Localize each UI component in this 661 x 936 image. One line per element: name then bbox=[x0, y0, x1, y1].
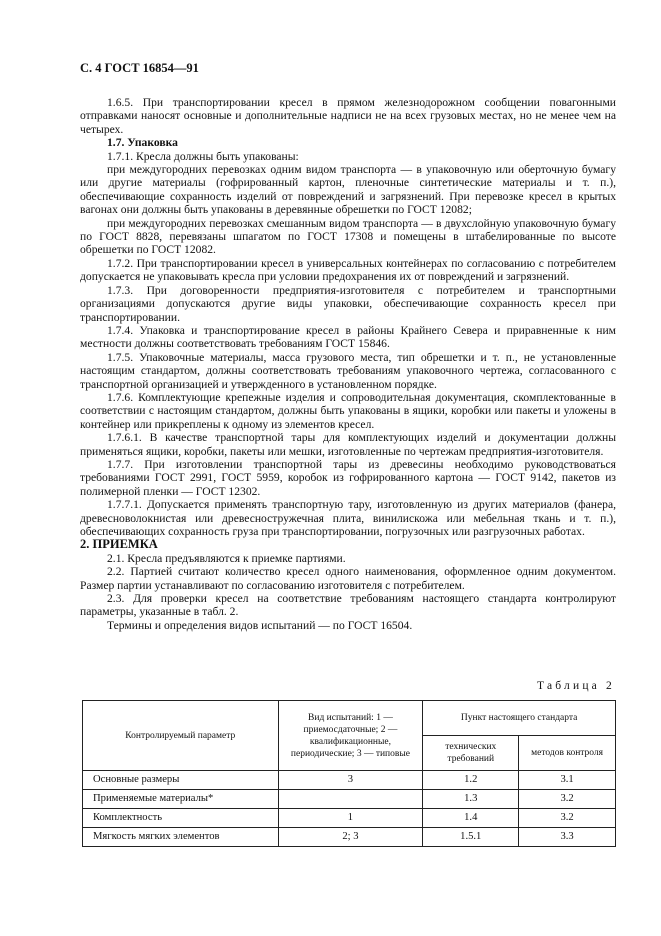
cell-tech: 1.3 bbox=[423, 790, 519, 809]
cell-test bbox=[278, 790, 423, 809]
paragraph-1-7-7: 1.7.7. При изготовлении транспортной тары из древесины необходимо руководствоваться требованиями ГОСТ 2991, ГОСТ 5959, коробок из гофрированного картона — ГОСТ 9142, пакетов из полимерной пленки — ГОСТ 12302. bbox=[80, 457, 616, 498]
cell-test: 1 bbox=[278, 809, 423, 828]
cell-test: 3 bbox=[278, 771, 423, 790]
cell-method: 3.1 bbox=[519, 771, 616, 790]
paragraph-1-7-3: 1.7.3. При договоренности предприятия-изготовителя с потребителем и транспортными организациями допускаются другие виды упаковки, обеспечивающие сохранность кресел при транспортировании. bbox=[80, 283, 616, 324]
document-body bbox=[80, 96, 616, 632]
paragraph-2-1: 2.1. Кресла предъявляются к приемке партиями. bbox=[107, 551, 346, 565]
header-test-type: Вид испытаний: 1 — приемосдаточные; 2 — квалификационные, периодические; 3 — типовые bbox=[278, 701, 423, 771]
paragraph-1-7-1-b: при междугородних перевозках смешанным видом транспорта — в двухслойную упаковочную бумагу по ГОСТ 8828, перевязаны шпагатом по ГОСТ 17308 и помещены в штабелированные по высоте обрешетки по ГОСТ 12082. bbox=[80, 216, 616, 257]
paragraph-1-7-1: 1.7.1. Кресла должны быть упакованы: bbox=[107, 149, 299, 163]
paragraph-1-6-5: 1.6.5. При транспортировании кресел в прямом железнодорожном сообщении повагонными отправками наносят основные и дополнительные надписи не на всех грузовых местах, но не менее чем на четырех. bbox=[80, 96, 616, 136]
section-title-acceptance: 2. ПРИЕМКА bbox=[80, 537, 158, 552]
paragraph-1-7-2: 1.7.2. При транспортировании кресел в универсальных контейнерах по согласованию с потребителем допускается не упаковывать кресла при условии предохранения их от повреждений и загрязнений. bbox=[80, 256, 616, 284]
paragraph-terms: Термины и определения видов испытаний — по ГОСТ 16504. bbox=[107, 618, 413, 632]
header-tech: технических требований bbox=[423, 736, 519, 771]
paragraph-1-7-5: 1.7.5. Упаковочные материалы, масса грузового места, тип обрешетки и т. п., не установленные настоящим стандартом, должны соответствовать требованиям упаковочного чертежа, согласованного с транспортной организацией и утвержденного в установленном порядке. bbox=[80, 350, 616, 391]
cell-tech: 1.2 bbox=[423, 771, 519, 790]
subsection-heading-packaging: 1.7. Упаковка bbox=[107, 136, 178, 150]
table-2 bbox=[82, 700, 616, 847]
header-param: Контролируемый параметр bbox=[83, 701, 279, 771]
cell-param: Применяемые материалы* bbox=[83, 790, 279, 809]
table-header-row bbox=[83, 701, 616, 736]
table-row bbox=[83, 771, 616, 790]
paragraph-2-2: 2.2. Партией считают количество кресел одного наименования, оформленное одним документом. Размер партии устанавливают по согласованию изготовителя с потребителем. bbox=[80, 565, 616, 592]
paragraph-1-7-1-a: при междугородних перевозках одним видом транспорта — в упаковочную или оберточную бумагу или другие материалы (гофрированный картон, пленочные синтетические материалы и т. п.), обеспечивающие сохранность изделий от повреждений и загрязнений. При перевозке кресел в крытых вагонах они должны быть упакованы в деревянные обрешетки по ГОСТ 12082; bbox=[80, 163, 616, 217]
paragraph-1-7-4: 1.7.4. Упаковка и транспортирование кресел в районы Крайнего Севера и приравненные к ним местности должны соответствовать требованиям ГОСТ 15846. bbox=[80, 323, 616, 351]
cell-method: 3.3 bbox=[519, 828, 616, 847]
paragraph-1-7-7-1: 1.7.7.1. Допускается применять транспортную тару, изготовленную из других материалов (фанера, древесноволокнистая или древесностружечная плита, винилискожа или мебельная ткань и т. п.), обеспечивающих сохранность груза при транспортировании, погрузочных или разгрузочных работах. bbox=[80, 498, 616, 538]
paragraph-2-3: 2.3. Для проверки кресел на соответствие требованиям настоящего стандарта контролируют параметры, указанные в табл. 2. bbox=[80, 592, 616, 619]
header-methods: методов контроля bbox=[519, 736, 616, 771]
table-row bbox=[83, 809, 616, 828]
cell-tech: 1.4 bbox=[423, 809, 519, 828]
cell-param: Основные размеры bbox=[83, 771, 279, 790]
cell-param: Комплектность bbox=[83, 809, 279, 828]
cell-param: Мягкость мягких элементов bbox=[83, 828, 279, 847]
cell-tech: 1.5.1 bbox=[423, 828, 519, 847]
table-caption: Таблица 2 bbox=[537, 680, 615, 692]
cell-test: 2; 3 bbox=[278, 828, 423, 847]
cell-method: 3.2 bbox=[519, 809, 616, 828]
cell-method: 3.2 bbox=[519, 790, 616, 809]
table-row bbox=[83, 790, 616, 809]
paragraph-1-7-6: 1.7.6. Комплектующие крепежные изделия и сопроводительная документация, скомплектованные в соответствии с настоящим стандартом, должны быть упакованы в ящики, коробки или пакеты и уложены в контейнер или прикреплены к одному из элементов кресел. bbox=[80, 390, 616, 431]
table-row bbox=[83, 828, 616, 847]
page-header: С. 4 ГОСТ 16854—91 bbox=[80, 61, 199, 75]
paragraph-1-7-6-1: 1.7.6.1. В качестве транспортной тары для комплектующих изделий и документации должны применяться ящики, коробки, пакеты или мешки, изготовленные по чертежам предприятия-изготовителя. bbox=[80, 431, 616, 458]
header-clause-group: Пункт настоящего стандарта bbox=[423, 701, 616, 736]
